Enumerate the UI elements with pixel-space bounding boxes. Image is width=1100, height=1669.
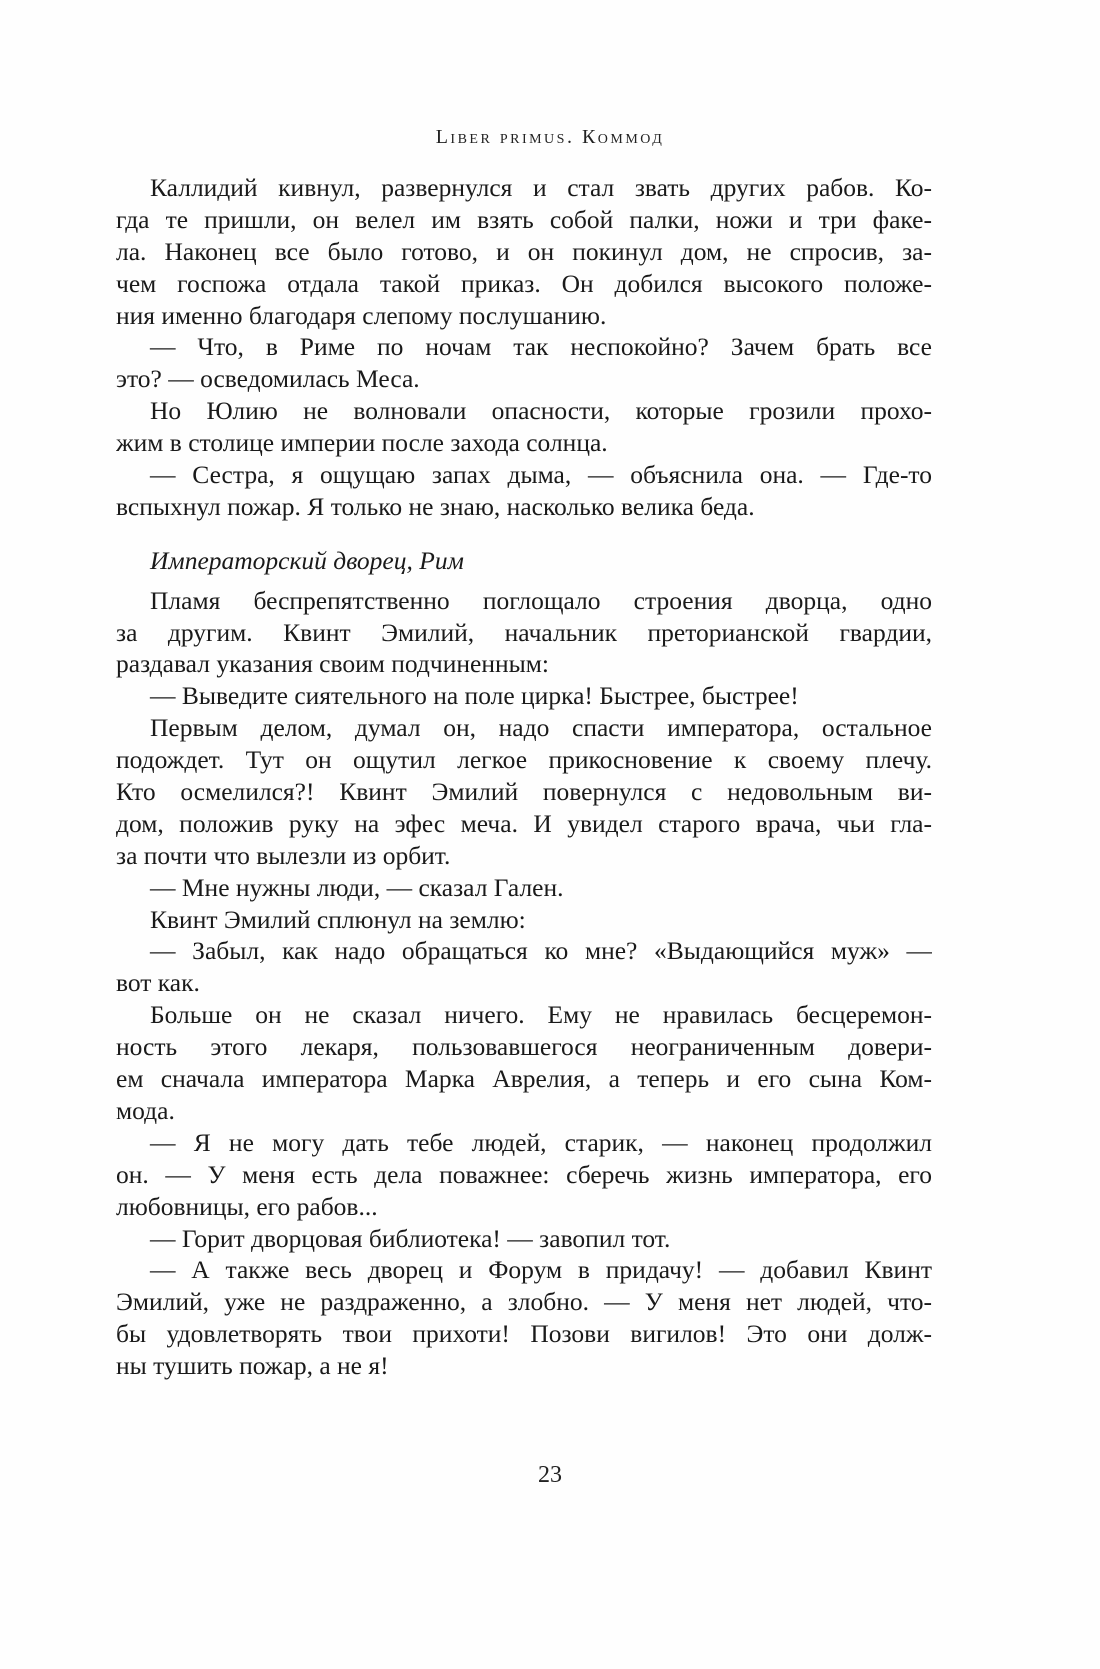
text-line: — Горит дворцовая библиотека! — завопил тот. [150, 1223, 671, 1253]
text-line: ны тушить пожар, а не я! [116, 1351, 389, 1381]
text-line: мода. [116, 1095, 175, 1125]
text-line: бы удовлетворять твои прихоти! Позови вигилов! Это они долж- [116, 1319, 932, 1349]
paragraph [116, 585, 932, 681]
body-text [116, 172, 932, 1382]
text-line: ния именно благодаря слепому послушанию. [116, 300, 607, 330]
text-line: за почти что вылезли из орбит. [116, 840, 451, 870]
section-break [116, 523, 932, 545]
text-line: ность этого лекаря, пользовавшегося неограниченным довери- [116, 1032, 932, 1062]
text-line: дом, положив руку на эфес меча. И увидел старого врача, чьи гла- [116, 808, 932, 838]
paragraph [116, 999, 932, 1127]
text-line: Больше он не сказал ничего. Ему не нравилась бесцеремон- [150, 1000, 932, 1030]
paragraph [116, 935, 932, 999]
running-head: Liber primus. Коммод [435, 126, 665, 148]
text-line: вот как. [116, 968, 200, 998]
text-line: за другим. Квинт Эмилий, начальник преторианской гвардии, [116, 617, 932, 647]
text-line: — Я не могу дать тебе людей, старик, — наконец продолжил [150, 1127, 932, 1157]
text-line: — Мне нужны люди, — сказал Гален. [150, 872, 564, 902]
text-line: вспыхнул пожар. Я только не знаю, насколько велика беда. [116, 491, 755, 521]
text-line: — Забыл, как надо обращаться ко мне? «Выдающийся муж» — [150, 936, 932, 966]
paragraph [116, 1254, 932, 1382]
text-line: Первым делом, думал он, надо спасти императора, остальное [150, 713, 932, 743]
text-line: — Что, в Риме по ночам так неспокойно? Зачем брать все [150, 332, 932, 362]
paragraph [116, 459, 932, 523]
text-line: — А также весь дворец и Форум в придачу! — добавил Квинт [150, 1255, 932, 1285]
text-line: он. — У меня есть дела поважнее: сберечь жизнь императора, его [116, 1159, 932, 1189]
text-line: жим в столице империи после захода солнца. [116, 428, 608, 458]
paragraph [116, 904, 932, 936]
text-line: Каллидий кивнул, развернулся и стал звать других рабов. Ко- [150, 173, 932, 202]
text-line: — Выведите сиятельного на поле цирка! Быстрее, быстрее! [150, 681, 799, 711]
paragraph [116, 872, 932, 904]
text-line: любовницы, его рабов... [116, 1191, 378, 1221]
paragraph [116, 680, 932, 712]
text-line: ем сначала императора Марка Аврелия, а теперь и его сына Ком- [116, 1064, 932, 1094]
text-line: Квинт Эмилий сплюнул на землю: [150, 904, 526, 934]
text-line: чем госпожа отдала такой приказ. Он добился высокого положе- [116, 268, 932, 298]
section-subheading: Императорский дворец, Рим [150, 545, 464, 575]
paragraph [116, 331, 932, 395]
paragraph [116, 172, 932, 331]
page-number: 23 [538, 1462, 562, 1488]
text-line: Пламя беспрепятственно поглощало строения дворца, одно [150, 585, 932, 615]
paragraph [116, 712, 932, 871]
text-line: это? — осведомилась Меса. [116, 364, 420, 394]
text-line: — Сестра, я ощущаю запах дыма, — объяснила она. — Где-то [150, 460, 932, 490]
text-line: гда те пришли, он велел им взять собой палки, ножи и три факе- [116, 204, 932, 234]
paragraph [116, 395, 932, 459]
text-line: Эмилий, уже не раздраженно, а злобно. — У меня нет людей, что- [116, 1287, 932, 1317]
text-line: Но Юлию не волновали опасности, которые грозили прохо- [150, 396, 932, 426]
text-line: Кто осмелился?! Квинт Эмилий повернулся с недовольным ви- [116, 777, 932, 807]
paragraph [116, 1223, 932, 1255]
paragraph [116, 1127, 932, 1223]
text-line: подождет. Тут он ощутил легкое прикосновение к своему плечу. [116, 745, 932, 775]
text-line: ла. Наконец все было готово, и он покинул дом, не спросив, за- [116, 236, 932, 266]
text-line: раздавал указания своим подчиненным: [116, 649, 549, 679]
